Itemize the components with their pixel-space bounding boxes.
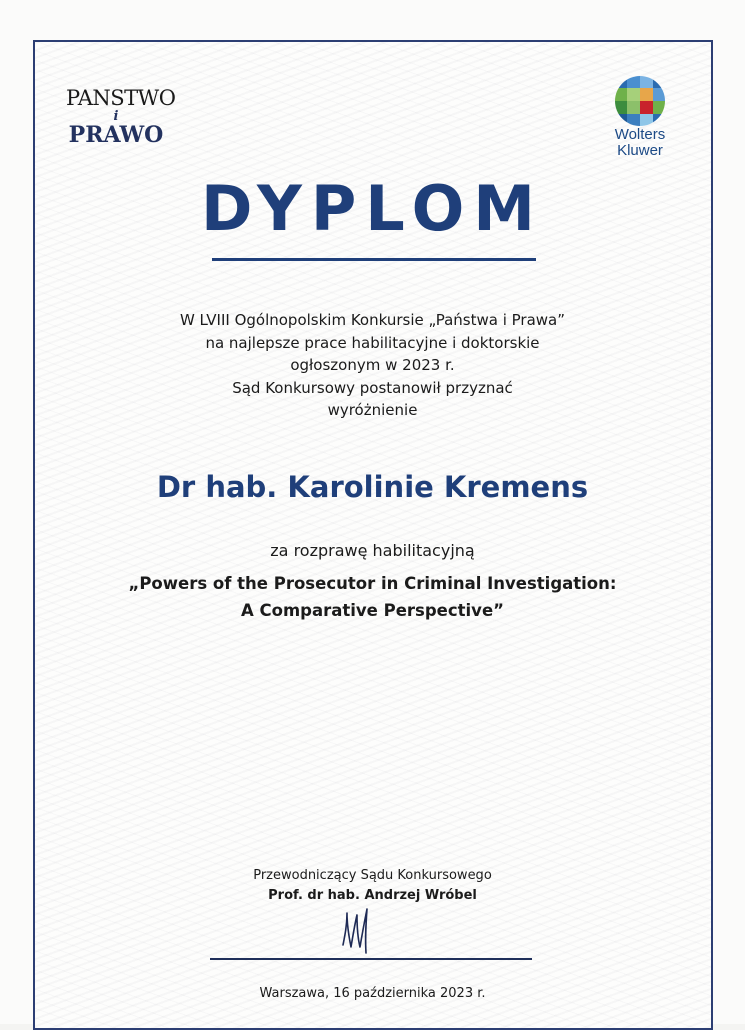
intro-line: ogłoszonym w 2023 r. — [290, 356, 455, 374]
intro-text — [0, 309, 745, 422]
logo-line-wolters: Wolters — [614, 126, 666, 143]
intro-line: na najlepsze prace habilitacyjne i doktorskie — [205, 333, 540, 352]
intro-line: W LVIII Ogólnopolskim Konkursie „Państwa i Prawa” — [179, 311, 566, 329]
logo-line-kluwer: Kluwer — [617, 142, 663, 159]
logo-line-panstwo: PANSTWO — [66, 86, 176, 110]
signature-line — [210, 958, 532, 960]
intro-line: Sąd Konkursowy postanowił przyznać — [232, 378, 513, 397]
logo-line-prawo: PRAWO — [68, 122, 164, 148]
work-title-line: A Comparative Perspective” — [241, 601, 504, 620]
work-intro: za rozprawę habilitacyjną — [270, 541, 475, 560]
panstwo-i-prawo-logo — [66, 86, 176, 148]
work-title — [0, 570, 745, 624]
handwritten-signature — [335, 905, 385, 960]
place-and-date: Warszawa, 16 października 2023 r. — [259, 986, 486, 1001]
work-title-line: „Powers of the Prosecutor in Criminal Investigation: — [128, 574, 617, 593]
logo-line-i: i — [113, 109, 119, 124]
diploma-title: DYPLOM — [201, 172, 544, 245]
chair-role: Przewodniczący Sądu Konkursowego — [253, 868, 492, 883]
chair-name: Prof. dr hab. Andrzej Wróbel — [268, 888, 477, 903]
intro-line: wyróżnienie — [327, 401, 418, 419]
wolters-kluwer-mark-icon — [614, 75, 666, 127]
recipient-name: Dr hab. Karolinie Kremens — [156, 470, 589, 504]
title-underline — [212, 258, 536, 261]
wolters-kluwer-logo — [600, 75, 680, 159]
